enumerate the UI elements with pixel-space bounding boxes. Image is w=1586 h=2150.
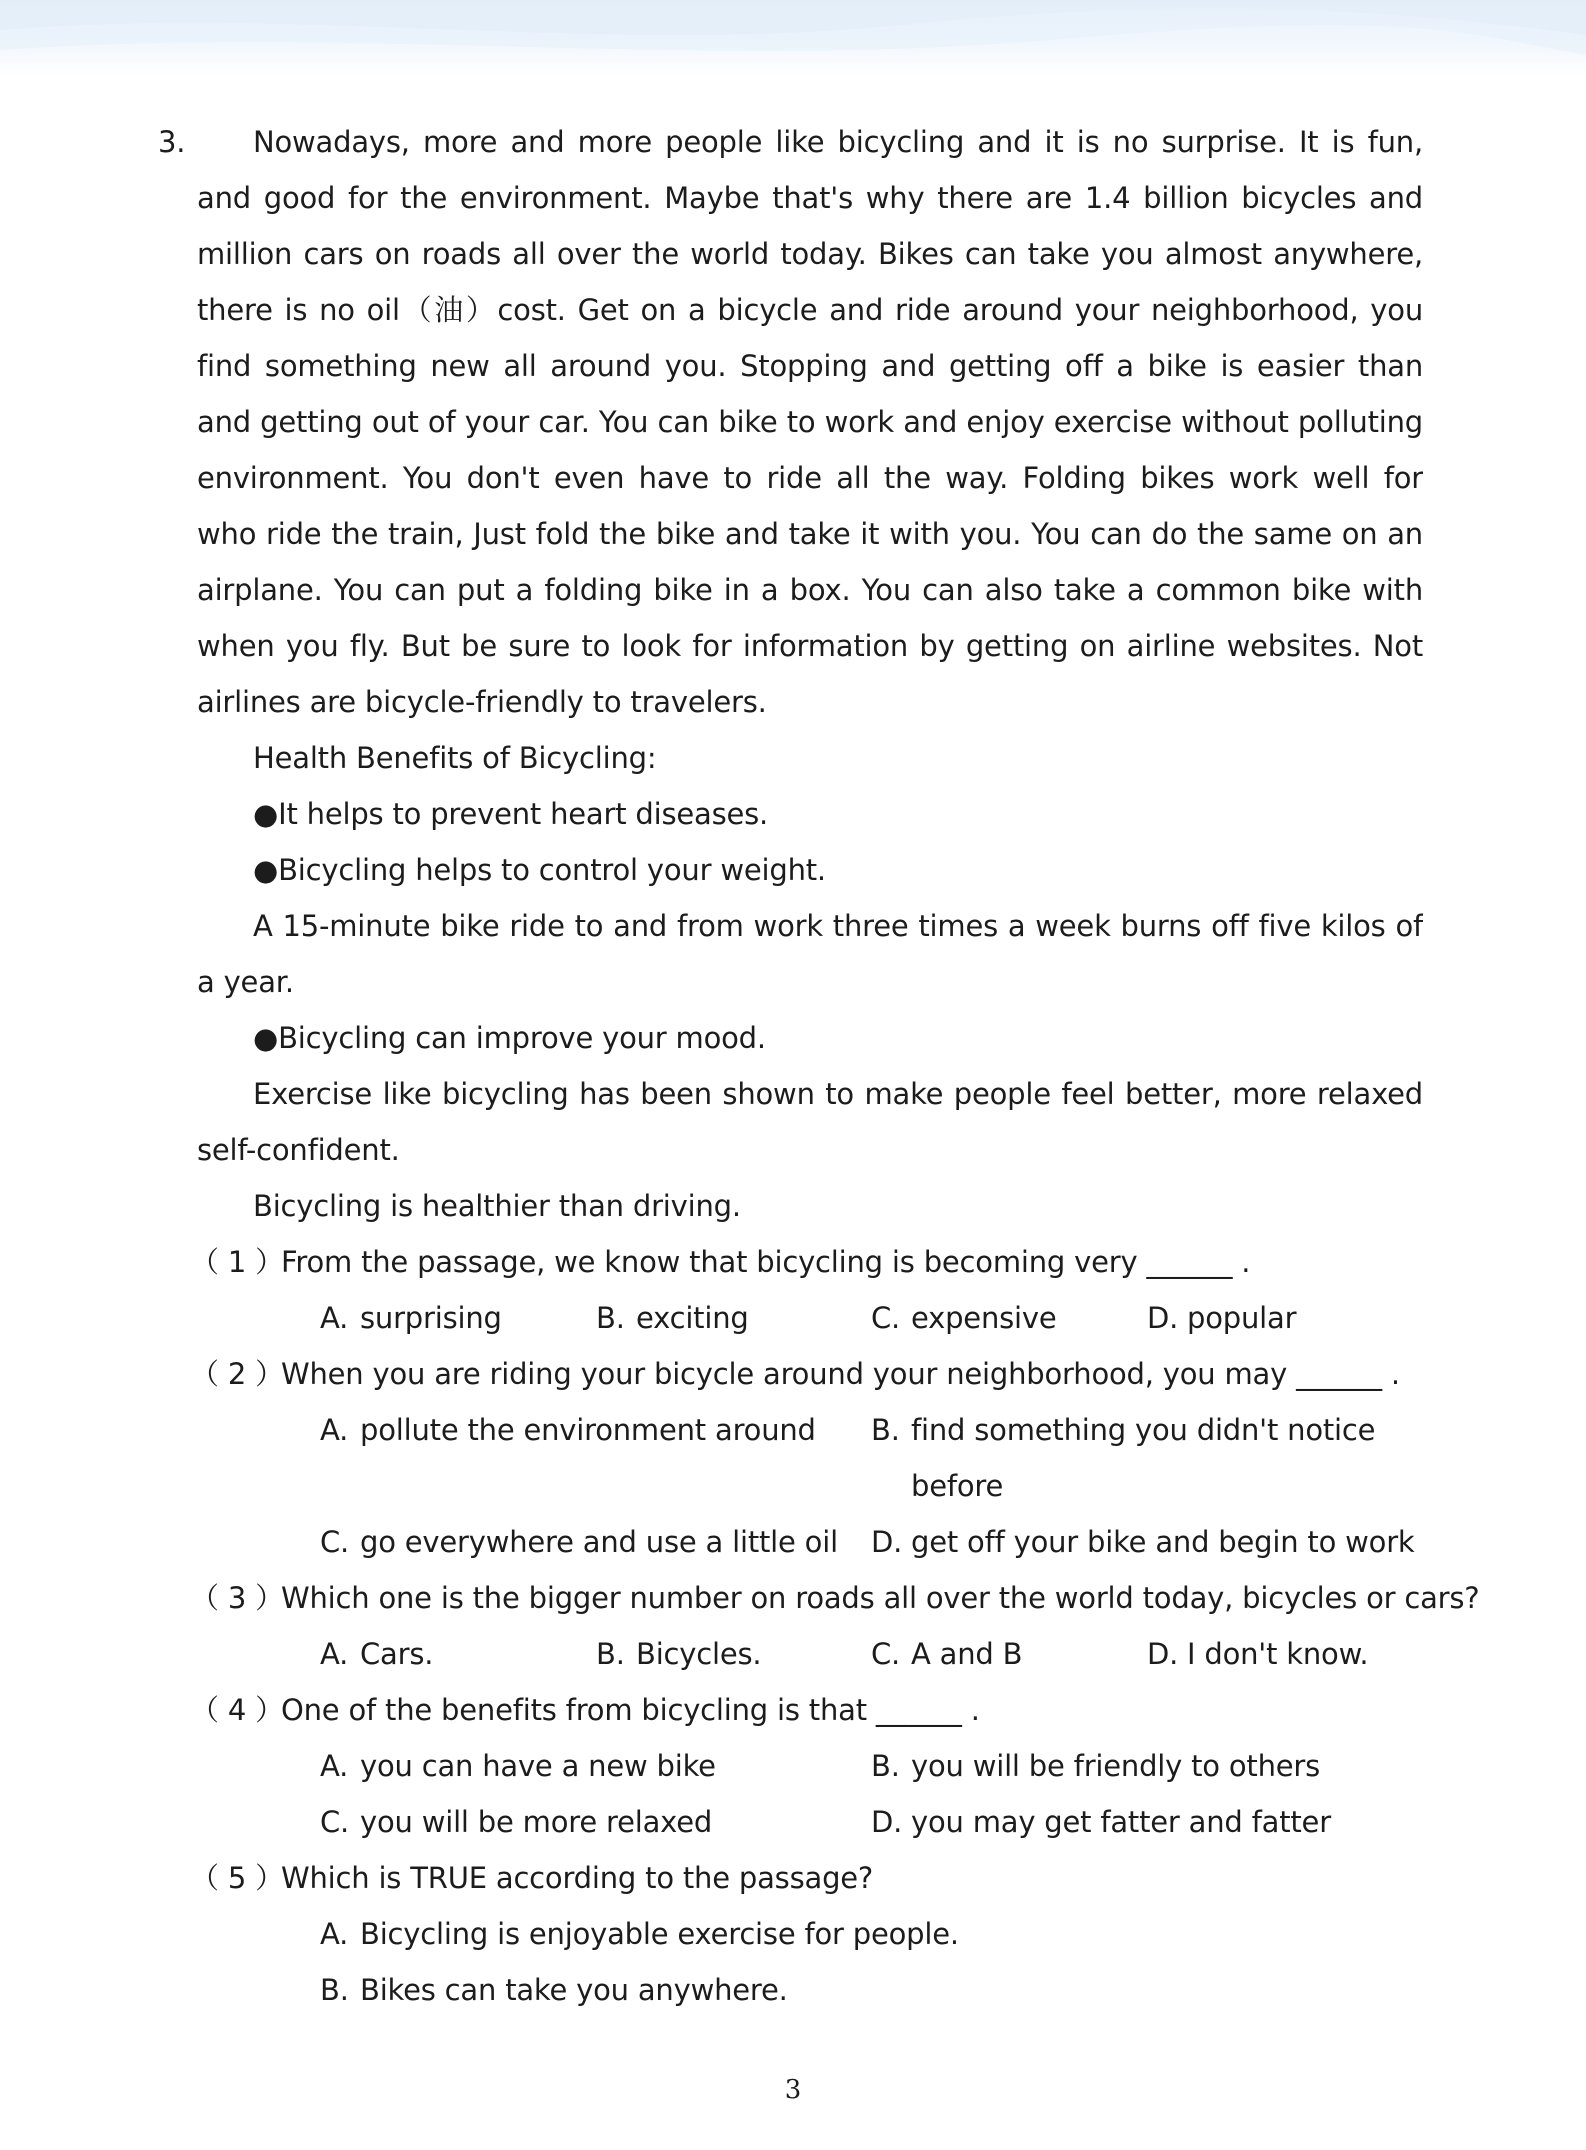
question-5-option-b[interactable] [320,1962,788,2018]
option-text: you can have a new bike [360,1749,716,1783]
option-text: go everywhere and use a little oil [360,1525,838,1559]
question-4-option-b[interactable] [871,1738,1320,1794]
header-wave-decoration [0,0,1586,78]
question-5-number: （ 5 ） [190,1861,284,1895]
question-1-option-c[interactable] [871,1290,1057,1346]
option-label: D. [1147,1301,1179,1335]
option-text: Bikes can take you anywhere. [360,1973,788,2007]
option-text: you will be friendly to others [911,1749,1321,1783]
option-label: A. [320,1917,349,1951]
question-4-option-c[interactable] [320,1794,712,1850]
option-text: Bicycling is enjoyable exercise for people. [360,1917,959,1951]
question-5-stem: Which is TRUE according to the passage? [281,1861,874,1895]
question-2-option-b-continued: before [911,1469,1004,1503]
question-1-option-b[interactable] [596,1290,749,1346]
question-4-number: （ 4 ） [190,1693,284,1727]
question-3-option-d[interactable] [1147,1626,1368,1682]
option-label: D. [1147,1637,1179,1671]
header-band [0,0,1586,78]
passage-line: there is no oil（油）cost. Get on a bicycle and ride around your neighborhood, you [197,293,1423,327]
option-label: B. [596,1637,625,1671]
option-text: exciting [636,1301,749,1335]
question-2-option-b[interactable] [871,1402,1375,1458]
question-1-number: （ 1 ） [190,1245,284,1279]
passage-line: and good for the environment. Maybe that's why there are 1.4 billion bicycles and [197,181,1423,215]
passage-line: airplane. You can put a folding bike in a box. You can also take a common bike with [197,573,1423,607]
option-label: C. [871,1637,901,1671]
option-label: C. [320,1805,350,1839]
question-3-stem: Which one is the bigger number on roads all over the world today, bicycles or cars? [281,1581,1480,1615]
question-4-option-d[interactable] [871,1794,1331,1850]
option-text: you will be more relaxed [360,1805,713,1839]
benefit-item: ●Bicycling helps to control your weight. [253,853,826,887]
benefit-detail: A 15-minute bike ride to and from work three times a week burns off five kilos of [253,909,1423,943]
option-text: surprising [360,1301,502,1335]
benefits-heading: Health Benefits of Bicycling: [253,741,657,775]
benefit-item: ●Bicycling can improve your mood. [253,1021,766,1055]
question-3-option-a[interactable] [320,1626,433,1682]
benefit-item: ●It helps to prevent heart diseases. [253,797,769,831]
question-1-option-a[interactable] [320,1290,502,1346]
question-4-stem: One of the benefits from bicycling is that ______ . [281,1693,980,1727]
question-3-option-c[interactable] [871,1626,1022,1682]
option-label: B. [320,1973,349,2007]
passage-line: environment. You don't even have to ride all the way. Folding bikes work well for [197,461,1423,495]
passage-line: airlines are bicycle-friendly to travelers. [197,685,767,719]
option-text: get off your bike and begin to work [911,1525,1415,1559]
option-label: A. [320,1749,349,1783]
option-label: A. [320,1301,349,1335]
question-1-stem: From the passage, we know that bicycling is becoming very ______ . [281,1245,1251,1279]
question-number: 3. [158,125,186,159]
option-text: expensive [911,1301,1057,1335]
question-5-option-a[interactable] [320,1906,959,1962]
option-text: popular [1187,1301,1297,1335]
option-text: I don't know. [1187,1637,1369,1671]
benefit-detail: a year. [197,965,294,999]
option-text: find something you didn't notice [911,1413,1376,1447]
passage-line: million cars on roads all over the world today. Bikes can take you almost anywhere, [197,237,1423,271]
question-1-option-d[interactable] [1147,1290,1296,1346]
passage-line: and getting out of your car. You can bike to work and enjoy exercise without polluting [197,405,1423,439]
question-4-option-a[interactable] [320,1738,716,1794]
option-label: C. [871,1301,901,1335]
question-2-option-c[interactable] [320,1514,838,1570]
benefit-detail: Exercise like bicycling has been shown to make people feel better, more relaxed [253,1077,1423,1111]
option-label: A. [320,1413,349,1447]
option-text: pollute the environment around [360,1413,816,1447]
question-3-option-b[interactable] [596,1626,761,1682]
passage-line: who ride the train, Just fold the bike and take it with you. You can do the same on an [197,517,1423,551]
page-number: 3 [784,2075,802,2105]
option-label: B. [596,1301,625,1335]
option-text: Bicycles. [636,1637,762,1671]
question-2-number: （ 2 ） [190,1357,284,1391]
question-2-option-d[interactable] [871,1514,1415,1570]
benefit-detail: self-confident. [197,1133,400,1167]
option-label: B. [871,1413,900,1447]
option-label: A. [320,1637,349,1671]
question-3-number: （ 3 ） [190,1581,284,1615]
question-2-stem: When you are riding your bicycle around your neighborhood, you may ______ . [281,1357,1400,1391]
passage-line: find something new all around you. Stopping and getting off a bike is easier than [197,349,1423,383]
option-label: D. [871,1805,903,1839]
passage-line: Nowadays, more and more people like bicycling and it is no surprise. It is fun, [253,125,1423,159]
option-text: A and B [911,1637,1023,1671]
option-label: D. [871,1525,903,1559]
benefits-closing: Bicycling is healthier than driving. [253,1189,741,1223]
question-2-option-a[interactable] [320,1402,816,1458]
passage-line: when you fly. But be sure to look for information by getting on airline websites. Not [197,629,1423,663]
option-label: C. [320,1525,350,1559]
option-text: you may get fatter and fatter [911,1805,1331,1839]
option-label: B. [871,1749,900,1783]
option-text: Cars. [360,1637,434,1671]
